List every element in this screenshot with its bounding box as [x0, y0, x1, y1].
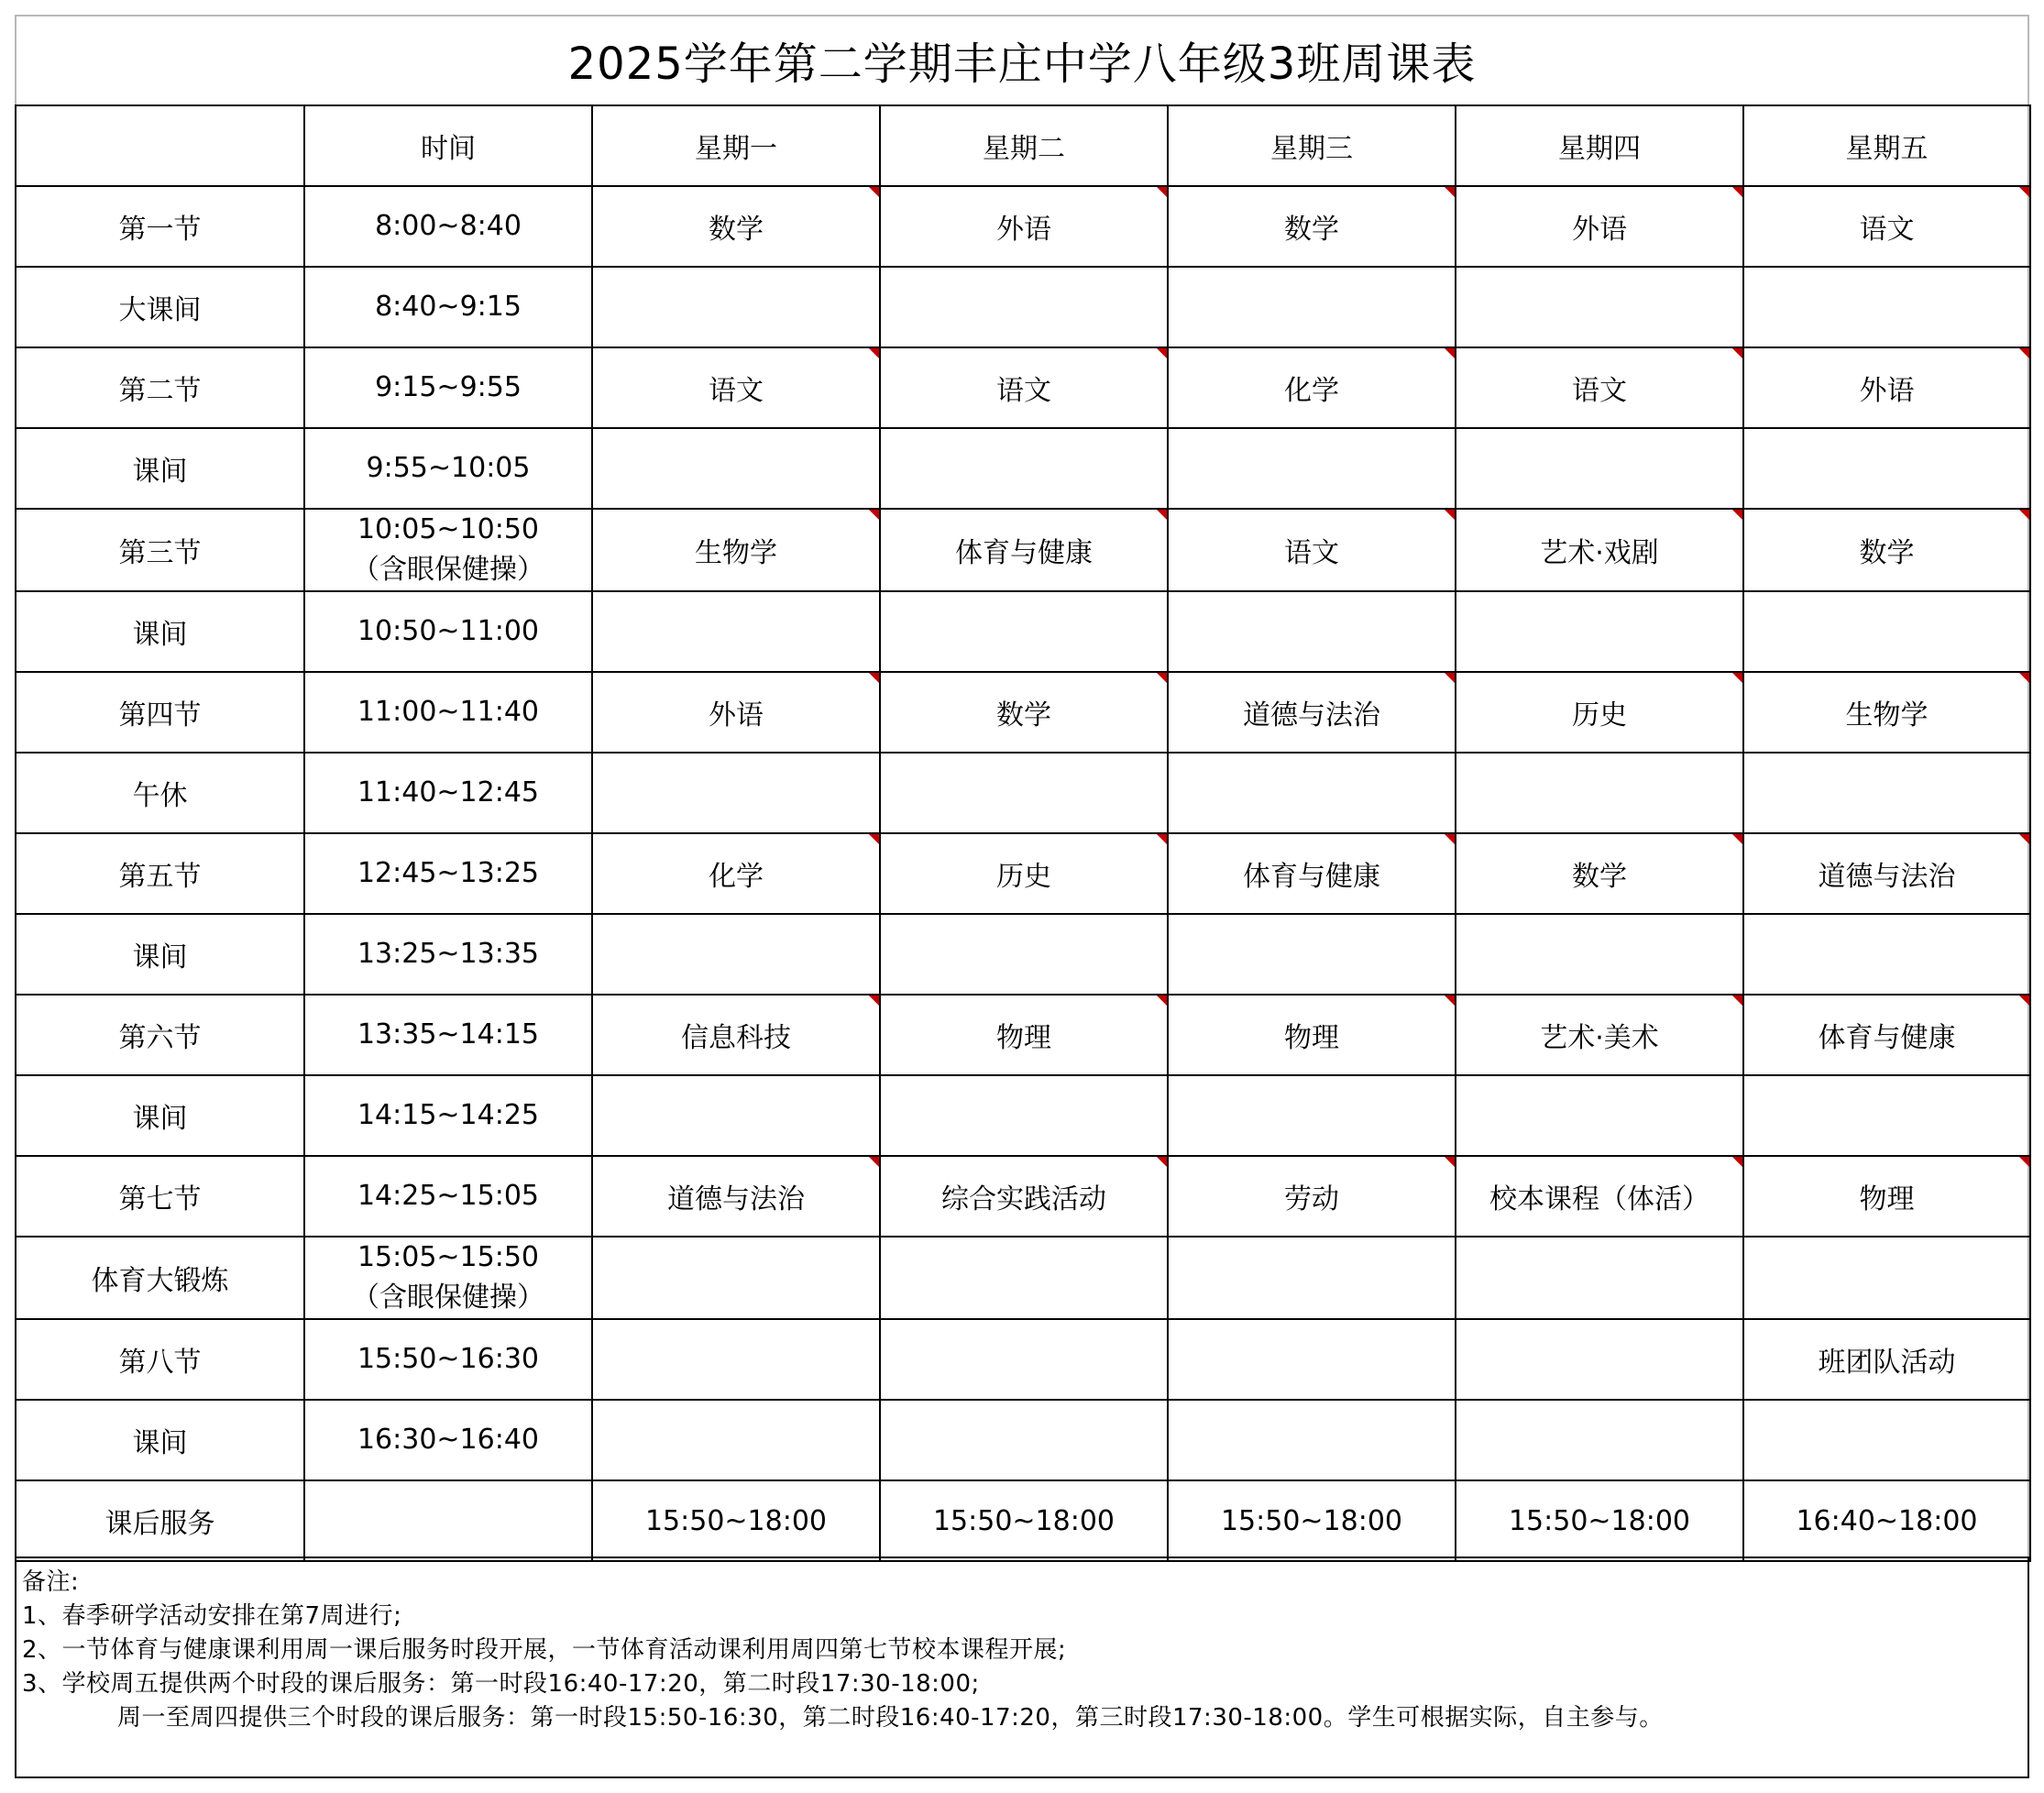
- period-label: 第二节: [16, 347, 304, 428]
- cell-mon: [592, 267, 880, 347]
- period-time-line: （含眼保健操）: [352, 1282, 544, 1314]
- period-row: [16, 267, 2030, 347]
- cell-mon: [592, 753, 880, 833]
- cell-thu: 艺术·戏剧: [1456, 509, 1743, 591]
- period-time: [304, 1075, 592, 1156]
- period-time: [304, 267, 592, 347]
- header-cell-tue: 星期二: [880, 105, 1168, 186]
- cell-thu: [1456, 428, 1743, 509]
- cell-mon: [592, 1075, 880, 1156]
- period-label: 课间: [16, 914, 304, 995]
- period-row: [16, 672, 2030, 753]
- cell-fri: [1743, 267, 2030, 347]
- cell-mon: 生物学: [592, 509, 880, 591]
- cell-thu: 语文: [1456, 347, 1743, 428]
- header-cell-mon: 星期一: [592, 105, 880, 186]
- period-row: [16, 186, 2030, 267]
- cell-thu: [1456, 1237, 1743, 1319]
- cell-wed: [1168, 591, 1456, 672]
- period-time-line: 13:35~14:15: [357, 1018, 540, 1050]
- cell-wed: 劳动: [1168, 1156, 1456, 1237]
- cell-thu: 15:50~18:00: [1456, 1480, 1743, 1561]
- period-time-line: 9:55~10:05: [366, 452, 531, 484]
- cell-wed: 体育与健康: [1168, 833, 1456, 914]
- cell-tue: [880, 1237, 1168, 1319]
- cell-thu: 历史: [1456, 672, 1743, 753]
- period-time: [304, 995, 592, 1075]
- period-row: [16, 1400, 2030, 1480]
- period-time: [304, 1319, 592, 1400]
- notes-heading: 备注:: [22, 1568, 80, 1596]
- header-row: [16, 105, 2030, 186]
- period-time-line: 14:25~15:05: [357, 1180, 540, 1212]
- period-row: [16, 1237, 2030, 1319]
- cell-thu: [1456, 267, 1743, 347]
- cell-fri: 外语: [1743, 347, 2030, 428]
- cell-tue: 体育与健康: [880, 509, 1168, 591]
- cell-fri: [1743, 1075, 2030, 1156]
- period-row: [16, 1075, 2030, 1156]
- cell-fri: 班团队活动: [1743, 1319, 2030, 1400]
- cell-wed: [1168, 1237, 1456, 1319]
- period-row: [16, 833, 2030, 914]
- cell-mon: 外语: [592, 672, 880, 753]
- cell-thu: 数学: [1456, 833, 1743, 914]
- cell-thu: [1456, 914, 1743, 995]
- period-row: [16, 1480, 2030, 1561]
- period-time: [304, 1156, 592, 1237]
- period-time-line: 16:30~16:40: [357, 1424, 540, 1456]
- cell-mon: [592, 1237, 880, 1319]
- period-label: 体育大锻炼: [16, 1237, 304, 1319]
- note-line: 1、春季研学活动安排在第7周进行;: [22, 1602, 402, 1630]
- cell-tue: [880, 753, 1168, 833]
- cell-fri: [1743, 1237, 2030, 1319]
- cell-fri: 数学: [1743, 509, 2030, 591]
- cell-fri: 语文: [1743, 186, 2030, 267]
- cell-fri: 物理: [1743, 1156, 2030, 1237]
- cell-wed: [1168, 1075, 1456, 1156]
- cell-mon: 化学: [592, 833, 880, 914]
- period-time: [304, 1480, 592, 1561]
- cell-mon: [592, 1319, 880, 1400]
- period-time-line: 13:25~13:35: [357, 938, 540, 970]
- cell-mon: 语文: [592, 347, 880, 428]
- timetable: [15, 104, 2031, 1562]
- cell-fri: [1743, 753, 2030, 833]
- cell-tue: 历史: [880, 833, 1168, 914]
- period-row: [16, 1319, 2030, 1400]
- period-time: [304, 753, 592, 833]
- cell-wed: [1168, 914, 1456, 995]
- cell-tue: 物理: [880, 995, 1168, 1075]
- cell-thu: [1456, 753, 1743, 833]
- cell-wed: 15:50~18:00: [1168, 1480, 1456, 1561]
- header-cell-corner: [16, 105, 304, 186]
- period-label: 第七节: [16, 1156, 304, 1237]
- period-time-line: 8:00~8:40: [375, 210, 522, 242]
- period-time-line: 9:15~9:55: [375, 371, 522, 403]
- cell-fri: 体育与健康: [1743, 995, 2030, 1075]
- cell-thu: [1456, 591, 1743, 672]
- period-time: [304, 672, 592, 753]
- cell-tue: 15:50~18:00: [880, 1480, 1168, 1561]
- page-title: 2025学年第二学期丰庄中学八年级3班周课表: [567, 38, 1477, 90]
- period-label: 第八节: [16, 1319, 304, 1400]
- period-time: [304, 1237, 592, 1319]
- period-time-line: 8:40~9:15: [375, 291, 522, 323]
- period-label: 课间: [16, 591, 304, 672]
- cell-mon: 数学: [592, 186, 880, 267]
- cell-thu: 艺术·美术: [1456, 995, 1743, 1075]
- period-time: [304, 509, 592, 591]
- period-time-line: 14:15~14:25: [357, 1099, 540, 1131]
- cell-fri: [1743, 1400, 2030, 1480]
- cell-tue: [880, 428, 1168, 509]
- cell-wed: 语文: [1168, 509, 1456, 591]
- period-label: 课间: [16, 1400, 304, 1480]
- cell-mon: 15:50~18:00: [592, 1480, 880, 1561]
- cell-wed: [1168, 1319, 1456, 1400]
- period-row: [16, 995, 2030, 1075]
- period-label: 第四节: [16, 672, 304, 753]
- period-row: [16, 753, 2030, 833]
- notes-box: [15, 1556, 2029, 1778]
- cell-tue: [880, 1319, 1168, 1400]
- cell-tue: [880, 914, 1168, 995]
- period-time: [304, 914, 592, 995]
- period-label: 第六节: [16, 995, 304, 1075]
- period-time-line: 10:50~11:00: [357, 615, 540, 647]
- period-label: 大课间: [16, 267, 304, 347]
- cell-thu: 校本课程（体活）: [1456, 1156, 1743, 1237]
- cell-mon: [592, 591, 880, 672]
- cell-fri: [1743, 914, 2030, 995]
- cell-mon: 道德与法治: [592, 1156, 880, 1237]
- period-row: [16, 591, 2030, 672]
- cell-tue: 语文: [880, 347, 1168, 428]
- cell-fri: 道德与法治: [1743, 833, 2030, 914]
- period-time: [304, 833, 592, 914]
- cell-thu: [1456, 1400, 1743, 1480]
- period-time-line: （含眼保健操）: [352, 554, 544, 586]
- cell-wed: [1168, 1400, 1456, 1480]
- period-row: [16, 1156, 2030, 1237]
- period-row: [16, 347, 2030, 428]
- cell-thu: [1456, 1075, 1743, 1156]
- period-time: [304, 1400, 592, 1480]
- cell-mon: [592, 914, 880, 995]
- period-row: [16, 509, 2030, 591]
- period-label: 第五节: [16, 833, 304, 914]
- period-time-line: 10:05~10:50: [357, 513, 540, 545]
- cell-mon: [592, 1400, 880, 1480]
- cell-tue: [880, 267, 1168, 347]
- header-cell-wed: 星期三: [1168, 105, 1456, 186]
- cell-tue: [880, 1075, 1168, 1156]
- note-line: 3、学校周五提供两个时段的课后服务：第一时段16:40-17:20，第二时段17:30-18:00;: [22, 1670, 980, 1698]
- cell-wed: 化学: [1168, 347, 1456, 428]
- period-time-line: 12:45~13:25: [357, 857, 540, 889]
- header-cell-fri: 星期五: [1743, 105, 2030, 186]
- cell-fri: 16:40~18:00: [1743, 1480, 2030, 1561]
- cell-wed: 数学: [1168, 186, 1456, 267]
- cell-thu: [1456, 1319, 1743, 1400]
- period-time: [304, 347, 592, 428]
- period-time: [304, 428, 592, 509]
- cell-tue: 外语: [880, 186, 1168, 267]
- period-time-line: 11:00~11:40: [357, 696, 540, 728]
- period-label: 午休: [16, 753, 304, 833]
- period-label: 第三节: [16, 509, 304, 591]
- cell-wed: [1168, 428, 1456, 509]
- header-cell-time: 时间: [304, 105, 592, 186]
- header-cell-thu: 星期四: [1456, 105, 1743, 186]
- cell-mon: [592, 428, 880, 509]
- period-row: [16, 428, 2030, 509]
- note-line: 2、一节体育与健康课利用周一课后服务时段开展，一节体育活动课利用周四第七节校本课程开展;: [22, 1636, 1067, 1664]
- cell-fri: 生物学: [1743, 672, 2030, 753]
- cell-tue: [880, 1400, 1168, 1480]
- period-label: 课后服务: [16, 1480, 304, 1561]
- cell-wed: 物理: [1168, 995, 1456, 1075]
- period-label: 课间: [16, 1075, 304, 1156]
- cell-thu: 外语: [1456, 186, 1743, 267]
- period-label: 第一节: [16, 186, 304, 267]
- period-row: [16, 914, 2030, 995]
- cell-tue: 数学: [880, 672, 1168, 753]
- period-label: 课间: [16, 428, 304, 509]
- period-time: [304, 186, 592, 267]
- cell-tue: [880, 591, 1168, 672]
- period-time-line: 11:40~12:45: [357, 776, 540, 808]
- note-line: 周一至周四提供三个时段的课后服务：第一时段15:50-16:30，第二时段16:40-17:20，第三时段17:30-18:00。学生可根据实际，自主参与。: [117, 1704, 1664, 1732]
- cell-wed: 道德与法治: [1168, 672, 1456, 753]
- cell-fri: [1743, 428, 2030, 509]
- cell-tue: 综合实践活动: [880, 1156, 1168, 1237]
- cell-fri: [1743, 591, 2030, 672]
- cell-wed: [1168, 753, 1456, 833]
- cell-mon: 信息科技: [592, 995, 880, 1075]
- period-time-line: 15:05~15:50: [357, 1241, 540, 1273]
- period-time: [304, 591, 592, 672]
- period-time-line: 15:50~16:30: [357, 1343, 540, 1375]
- cell-wed: [1168, 267, 1456, 347]
